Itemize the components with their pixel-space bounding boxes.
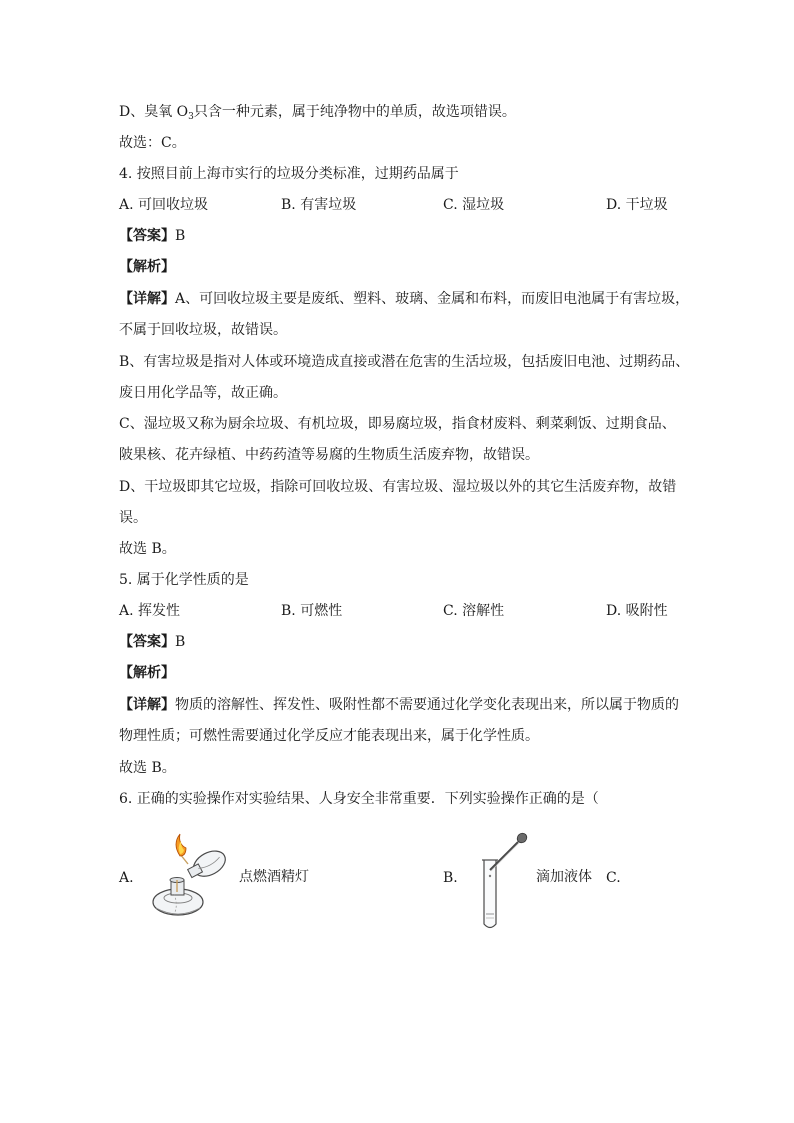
q5-option-d: D. 吸附性 <box>606 603 668 619</box>
q4-detail-line-7: D、干垃圾即其它垃圾，指除可回收垃圾、有害垃圾、湿垃圾以外的其它生活废弃物，故错 <box>119 479 677 495</box>
q5-choice: 故选 B。 <box>119 760 176 776</box>
detail-tag: 【详解】 <box>119 291 175 307</box>
detail-tag: 【详解】 <box>119 697 175 713</box>
q5-analysis-tag: 【解析】 <box>119 665 175 681</box>
answer-tag: 【答案】 <box>119 228 175 244</box>
q6-option-a-caption: 点燃酒精灯 <box>239 869 309 885</box>
q5-option-a: A. 挥发性 <box>119 603 181 619</box>
q4-detail-line-1: 【详解】A、可回收垃圾主要是废纸、塑料、玻璃、金属和布料，而废旧电池属于有害垃圾， <box>119 291 690 307</box>
prev-item-d: D、臭氧 $O_3$只含一种元素，属于纯净物中的单质，故选项错误。 <box>119 104 516 122</box>
q4-detail-line-5: C、湿垃圾又称为厨余垃圾、有机垃圾，即易腐垃圾，指食材废料、剩菜剩饭、过期食品、 <box>119 416 676 432</box>
answer-value: B <box>175 634 186 650</box>
q4-stem: 4. 按照目前上海市实行的垃圾分类标准，过期药品属于 <box>119 166 459 182</box>
answer-tag: 【答案】 <box>119 634 175 650</box>
q4-detail-line-6: 陂果核、花卉绿植、中药药渣等易腐的生物质生活废弃物，故错误。 <box>119 447 539 463</box>
q6-option-c-letter: C. <box>606 870 621 886</box>
dropper-test-tube-figure <box>474 832 530 932</box>
q4-detail-line-4: 废日用化学品等，故正确。 <box>119 385 287 401</box>
q4-detail-line-8: 误。 <box>119 510 147 526</box>
q4-choice: 故选 B。 <box>119 541 176 557</box>
q6-option-b-letter: B. <box>443 870 458 886</box>
q5-option-c: C. 溶解性 <box>443 603 505 619</box>
q6-option-a-letter: A. <box>119 870 134 886</box>
prev-choice: 故选：C。 <box>119 135 186 151</box>
q6-stem: 6. 正确的实验操作对实验结果、人身安全非常重要．下列实验操作正确的是（ <box>119 791 599 807</box>
q6-option-b-caption: 滴加液体 <box>536 869 592 885</box>
q4-detail-line-3: B、有害垃圾是指对人体或环境造成直接或潜在危害的生活垃圾，包括废旧电池、过期药品、 <box>119 354 690 370</box>
q4-answer <box>119 226 185 246</box>
q5-stem: 5. 属于化学性质的是 <box>119 572 249 588</box>
q5-detail-line-1: 【详解】物质的溶解性、挥发性、吸附性都不需要通过化学变化表现出来，所以属于物质的 <box>119 697 679 713</box>
q5-option-b: B. 可燃性 <box>281 603 343 619</box>
q5-answer <box>119 632 185 652</box>
q4-option-a: A. 可回收垃圾 <box>119 197 209 213</box>
q4-option-c: C. 湿垃圾 <box>443 197 505 213</box>
q5-detail-line-2: 物理性质；可燃性需要通过化学反应才能表现出来，属于化学性质。 <box>119 728 539 744</box>
q4-option-b: B. 有害垃圾 <box>281 197 357 213</box>
q4-option-d: D. 干垃圾 <box>606 197 668 213</box>
answer-value: B <box>175 228 186 244</box>
alcohol-lamp-figure <box>148 832 238 924</box>
q4-detail-line-2: 不属于回收垃圾，故错误。 <box>119 322 287 338</box>
q4-analysis-tag: 【解析】 <box>119 259 175 275</box>
